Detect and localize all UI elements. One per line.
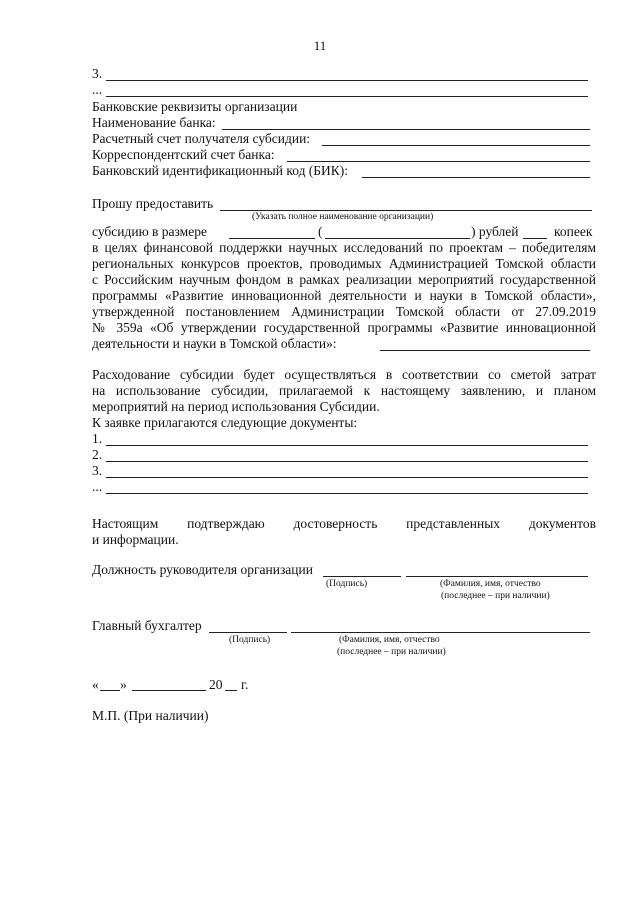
bank-name-field[interactable] bbox=[222, 129, 590, 130]
spending-text-line: мероприятий на период использования Субсидии. bbox=[92, 399, 380, 414]
corr-account-field[interactable] bbox=[287, 161, 590, 162]
request-purpose-field[interactable] bbox=[380, 350, 590, 351]
attachment-1-field[interactable] bbox=[106, 445, 588, 446]
attachment-2-field[interactable] bbox=[106, 461, 588, 462]
head-position-label: Должность руководителя организации bbox=[92, 562, 313, 577]
amount-open-paren: ( bbox=[318, 224, 323, 239]
list-item-3-line[interactable] bbox=[106, 80, 588, 81]
kopecks-field[interactable] bbox=[523, 238, 547, 239]
bik-label: Банковский идентификационный код (БИК): bbox=[92, 163, 349, 178]
attachment-2-label: 2. bbox=[92, 447, 103, 462]
stamp-place: М.П. (При наличии) bbox=[92, 708, 209, 723]
corr-account-label: Корреспондентский счет банка: bbox=[92, 147, 275, 162]
accountant-signature-field[interactable] bbox=[209, 632, 287, 633]
request-text-line: утвержденной постановлением Администрации Томской области от 27.09.2019 bbox=[92, 304, 596, 319]
request-text-line: в целях финансовой поддержки научных исследований по проектам – победителям bbox=[92, 240, 596, 255]
bank-details-heading: Банковские реквизиты организации bbox=[92, 99, 298, 114]
org-name-field[interactable] bbox=[220, 210, 592, 211]
amount-lead: субсидию в размере bbox=[92, 224, 207, 239]
request-text-line: № 359а «Об утверждении государственной программы «Развитие инновационной bbox=[92, 320, 596, 335]
accountant-label: Главный бухгалтер bbox=[92, 618, 202, 633]
date-year-suffix: г. bbox=[241, 677, 249, 692]
amount-kopecks: копеек bbox=[554, 224, 593, 239]
account-label: Расчетный счет получателя субсидии: bbox=[92, 131, 311, 146]
list-item-3-label: 3. bbox=[92, 66, 103, 81]
attachment-3-field[interactable] bbox=[106, 477, 588, 478]
accountant-name-hint-2: (последнее – при наличии) bbox=[337, 647, 446, 657]
accountant-signature-hint: (Подпись) bbox=[229, 635, 271, 645]
date-year-prefix: 20 bbox=[209, 677, 223, 692]
spending-text-line: на использование субсидии, прилагаемой к настоящему заявлению, и планом bbox=[92, 383, 596, 398]
date-open-quote: « bbox=[92, 677, 99, 692]
date-month-field[interactable] bbox=[132, 690, 206, 691]
attachment-3-label: 3. bbox=[92, 463, 103, 478]
amount-rubles: ) рублей bbox=[471, 224, 519, 239]
attachment-1-label: 1. bbox=[92, 431, 103, 446]
head-name-field[interactable] bbox=[406, 576, 588, 577]
spending-text-line: Расходование субсидии будет осуществляться в соответствии со сметой затрат bbox=[92, 367, 596, 382]
request-lead: Прошу предоставить bbox=[92, 196, 214, 211]
bik-field[interactable] bbox=[362, 177, 590, 178]
list-ellipsis-line[interactable] bbox=[106, 96, 588, 97]
date-year-field[interactable] bbox=[225, 690, 237, 691]
request-text-line: с Российским научным фондом в рамках реализации мероприятий государственной bbox=[92, 272, 596, 287]
confirmation-line: Настоящим подтверждаю достоверность представленных документов bbox=[92, 516, 596, 531]
head-name-hint: (Фамилия, имя, отчество bbox=[440, 579, 541, 589]
date-close-quote: » bbox=[120, 677, 127, 692]
bank-name-label: Наименование банка: bbox=[92, 115, 216, 130]
request-text-line: деятельности и науки в Томской области»: bbox=[92, 336, 337, 351]
amount-words-field[interactable] bbox=[325, 238, 470, 239]
list-ellipsis: ... bbox=[92, 82, 103, 97]
confirmation-line: и информации. bbox=[92, 532, 179, 547]
accountant-name-field[interactable] bbox=[291, 632, 590, 633]
head-name-hint-2: (последнее – при наличии) bbox=[441, 591, 550, 601]
org-name-hint: (Указать полное наименование организации) bbox=[252, 212, 434, 222]
attachments-title: К заявке прилагаются следующие документы: bbox=[92, 415, 358, 430]
request-text-line: программы «Развитие инновационной деятельности и науки в Томской области», bbox=[92, 288, 596, 303]
head-signature-hint: (Подпись) bbox=[326, 579, 368, 589]
attachment-ellipsis: ... bbox=[92, 479, 103, 494]
attachment-ellipsis-field[interactable] bbox=[106, 493, 588, 494]
request-text-line: региональных конкурсов проектов, проводимых Администрацией Томской области bbox=[92, 256, 596, 271]
head-signature-field[interactable] bbox=[323, 576, 401, 577]
page-number: 11 bbox=[313, 38, 327, 53]
account-field[interactable] bbox=[322, 145, 590, 146]
amount-number-field[interactable] bbox=[229, 238, 315, 239]
accountant-name-hint: (Фамилия, имя, отчество bbox=[339, 635, 440, 645]
date-day-field[interactable] bbox=[100, 690, 120, 691]
